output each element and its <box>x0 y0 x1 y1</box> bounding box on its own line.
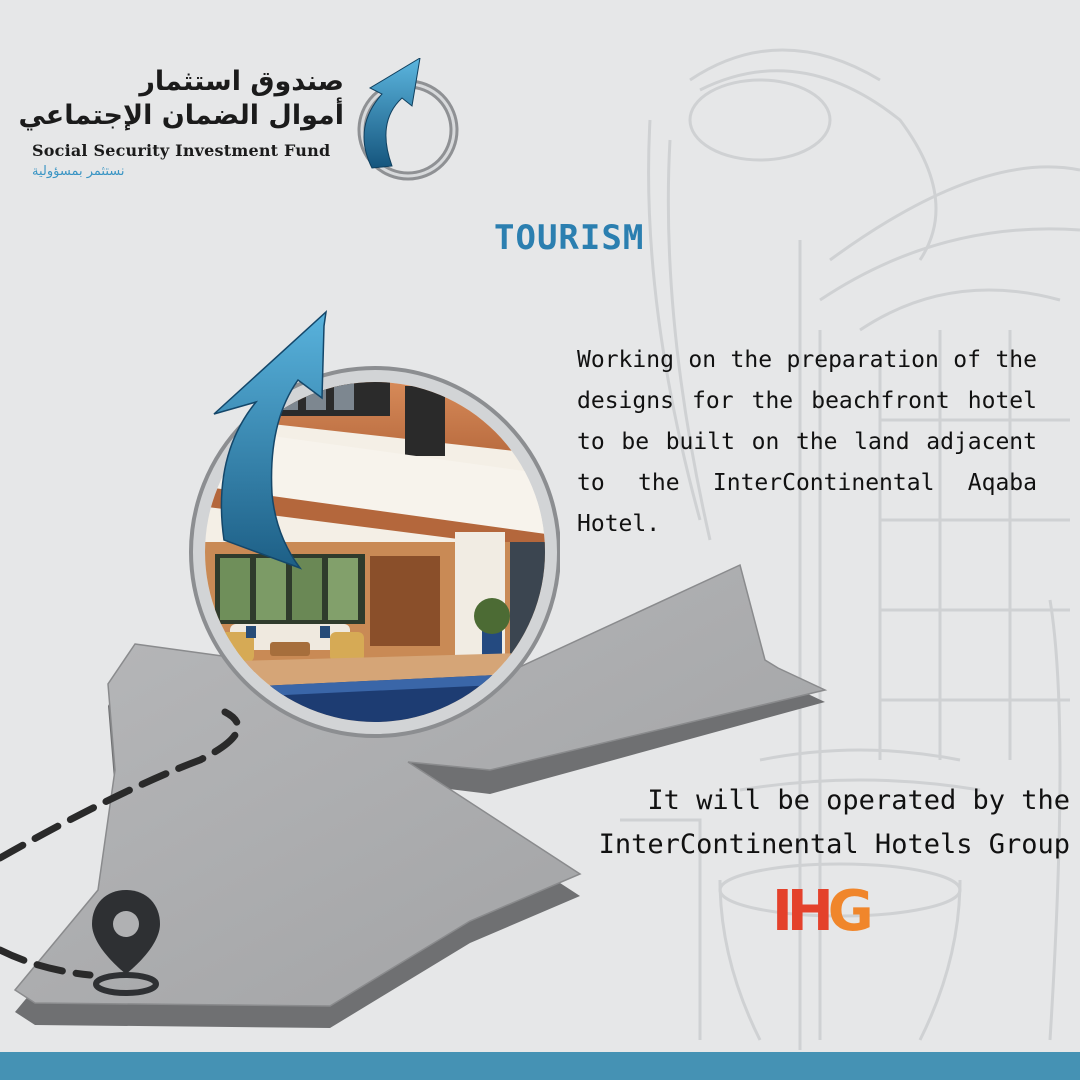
ihg-logo <box>772 879 886 944</box>
logo-arabic-line1: صندوق استثمار <box>139 66 344 97</box>
ssif-logo <box>18 58 468 188</box>
arrow-circle-icon <box>346 58 462 183</box>
logo-tagline: نستثمر بمسؤولية <box>32 164 125 179</box>
map-pin-icon <box>86 886 166 996</box>
project-description: Working on the preparation of the designs for the beachfront hotel to be built on the land adjacent to the InterContinental Aqaba Hotel. <box>577 347 1037 537</box>
hotel-rendering-photo <box>160 306 560 746</box>
logo-english-name: Social Security Investment Fund <box>32 141 331 160</box>
logo-arabic-line2: أموال الضمان الإجتماعي <box>18 100 344 131</box>
ihg-letter-g: G <box>827 879 868 944</box>
page-title: TOURISM <box>494 218 645 258</box>
ihg-letter-h: H <box>786 879 828 944</box>
ihg-letter-i: I <box>772 879 787 944</box>
bottom-accent-bar <box>0 1052 1080 1080</box>
operator-note: It will be operated by the InterContinental Hotels Group <box>598 785 1070 860</box>
